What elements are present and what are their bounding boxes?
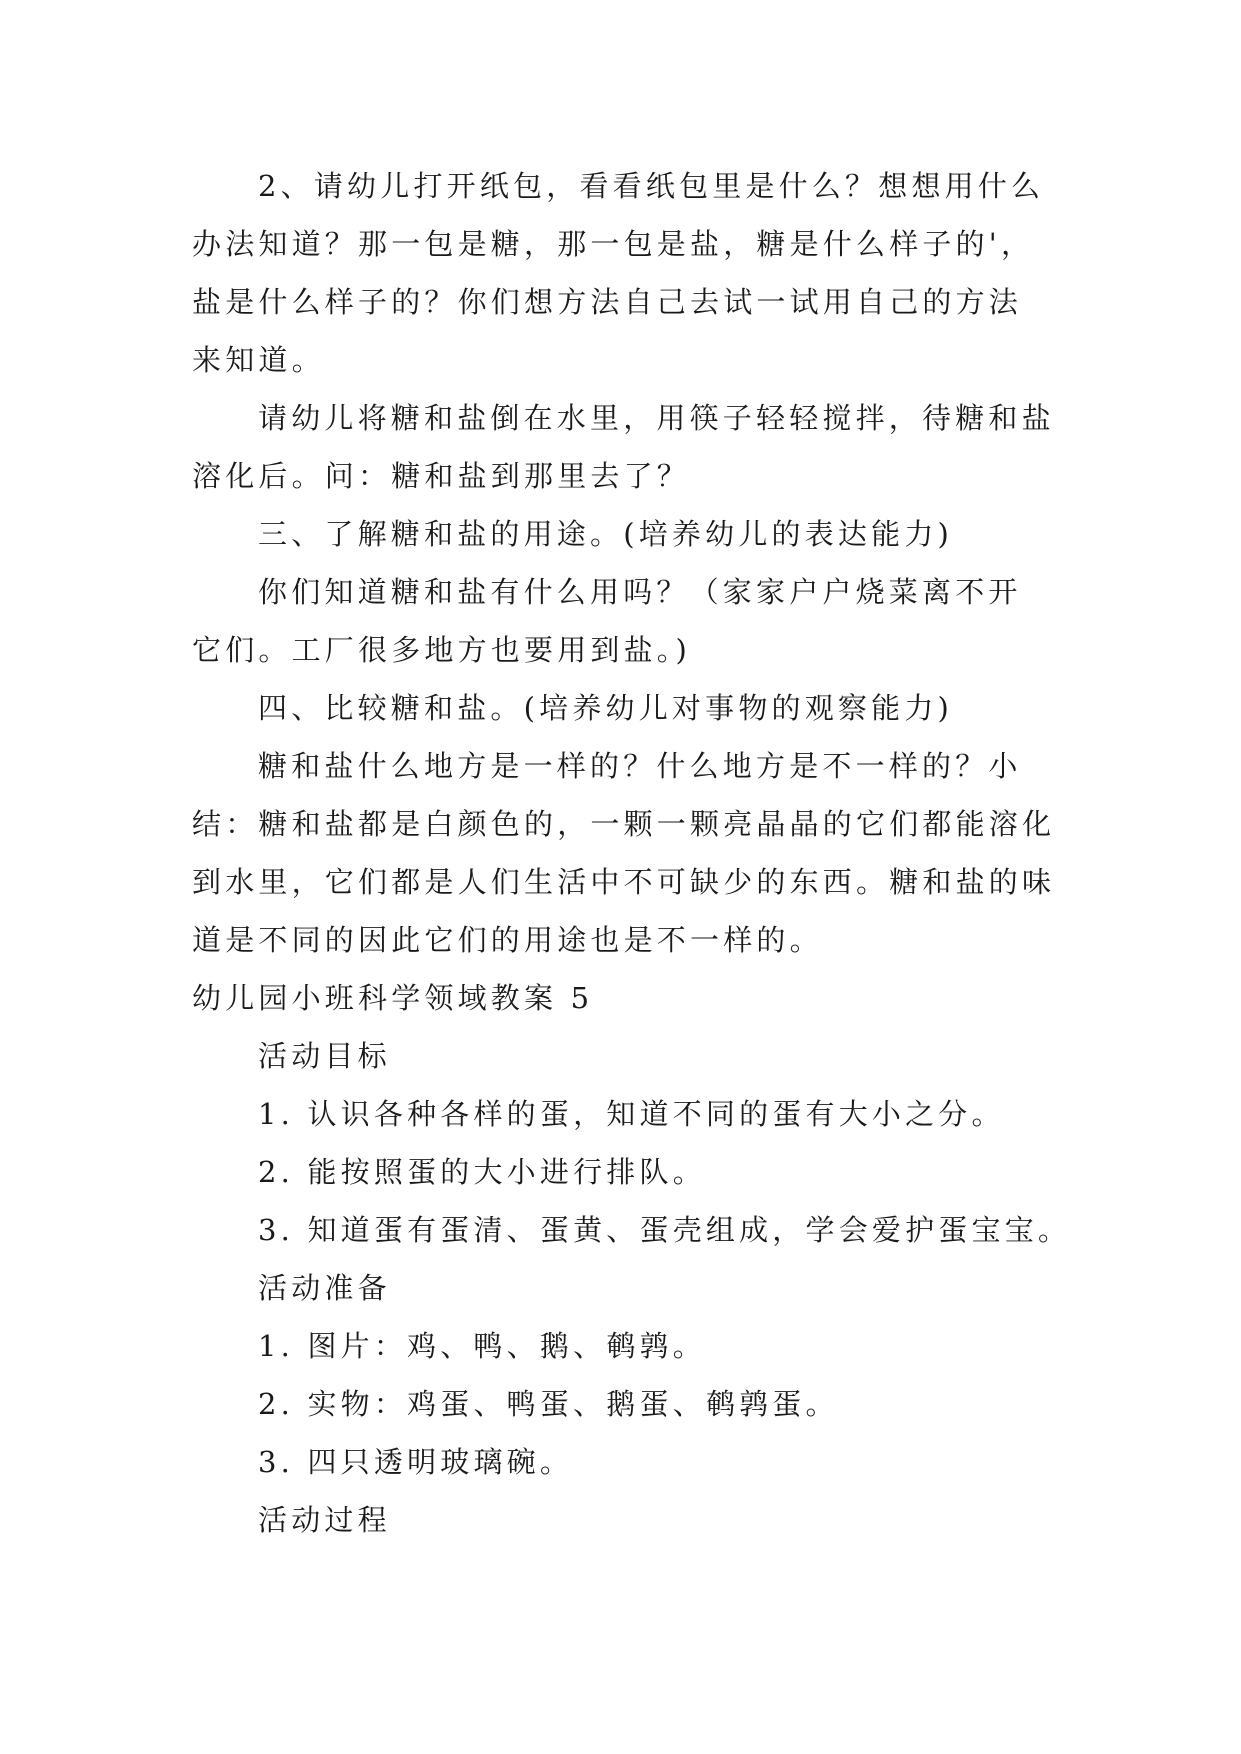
lesson-title: 幼儿园小班科学领域教案 5 — [192, 981, 594, 1015]
paragraph-line: 2、请幼儿打开纸包，看看纸包里是什么？想想用什么 — [258, 169, 1045, 203]
paragraph-line: 盐是什么样子的？你们想方法自己去试一试用自己的方法 — [192, 285, 1023, 319]
section-heading: 活动准备 — [258, 1271, 391, 1305]
list-item: 3. 知道蛋有蛋清、蛋黄、蛋壳组成，学会爱护蛋宝宝。 — [258, 1213, 1072, 1247]
section-heading: 活动目标 — [258, 1039, 391, 1073]
section-heading: 活动过程 — [258, 1503, 391, 1537]
list-item: 3. 四只透明玻璃碗。 — [258, 1445, 574, 1479]
paragraph-line: 糖和盐什么地方是一样的？什么地方是不一样的？小 — [258, 749, 1022, 783]
paragraph-line: 你们知道糖和盐有什么用吗？（家家户户烧菜离不开 — [258, 575, 1022, 609]
paragraph-line: 道是不同的因此它们的用途也是不一样的。 — [192, 923, 823, 957]
paragraph-line: 到水里，它们都是人们生活中不可缺少的东西。糖和盐的味 — [192, 865, 1056, 899]
list-item: 2. 能按照蛋的大小进行排队。 — [258, 1155, 706, 1189]
list-item: 1. 认识各种各样的蛋，知道不同的蛋有大小之分。 — [258, 1097, 1005, 1131]
list-item: 1. 图片：鸡、鸭、鹅、鹌鹑。 — [258, 1329, 706, 1363]
section-heading: 三、了解糖和盐的用途。(培养幼儿的表达能力) — [258, 517, 954, 551]
paragraph-line: 它们。工厂很多地方也要用到盐。) — [192, 633, 692, 667]
paragraph-line: 办法知道？那一包是糖，那一包是盐，糖是什么样子的'， — [192, 227, 1035, 261]
paragraph-line: 溶化后。问：糖和盐到那里去了？ — [192, 459, 691, 493]
list-item: 2. 实物：鸡蛋、鸭蛋、鹅蛋、鹌鹑蛋。 — [258, 1387, 839, 1421]
paragraph-line: 来知道。 — [192, 343, 325, 377]
paragraph-line: 请幼儿将糖和盐倒在水里，用筷子轻轻搅拌，待糖和盐 — [258, 401, 1055, 435]
section-heading: 四、比较糖和盐。(培养幼儿对事物的观察能力) — [258, 691, 954, 725]
paragraph-line: 结：糖和盐都是白颜色的，一颗一颗亮晶晶的它们都能溶化 — [192, 807, 1056, 841]
